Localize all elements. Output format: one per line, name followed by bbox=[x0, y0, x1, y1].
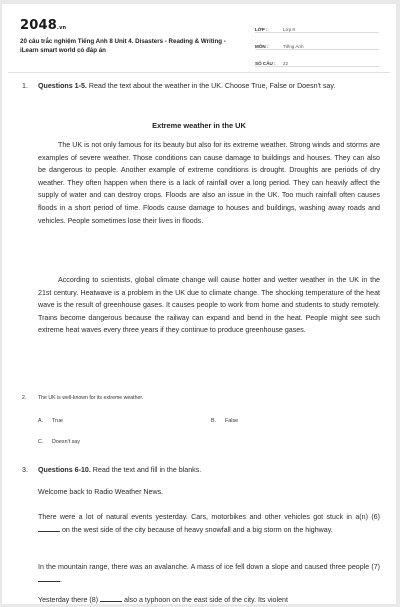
paragraph-text: Yesterday there (8) bbox=[38, 596, 99, 604]
meta-label-subject: MÔN : bbox=[255, 44, 269, 49]
blank-field-7[interactable] bbox=[38, 575, 60, 582]
question-instruction: Read the text and fill in the blanks. bbox=[90, 466, 202, 474]
question-number: 3. bbox=[22, 466, 28, 474]
question-instruction: Read the text about the weather in the UK. Choose True, False or Doesn't say. bbox=[86, 82, 336, 90]
question-text bbox=[38, 464, 382, 477]
paragraph-text: There were a lot of natural events yesterday. Cars, motorbikes and other vehicles got stuck in a(n) (6) bbox=[38, 513, 380, 521]
question-2-text: The UK is well-known for its extreme weather. bbox=[38, 395, 144, 401]
answer-option-b[interactable] bbox=[211, 418, 238, 424]
option-text: True bbox=[52, 418, 63, 424]
site-logo[interactable] bbox=[20, 18, 66, 33]
paragraph-text: also a typhoon on the east side of the city. Its violent bbox=[122, 596, 288, 604]
passage-title: Extreme weather in the UK bbox=[152, 121, 246, 130]
option-text: False bbox=[225, 418, 239, 424]
option-letter: C. bbox=[38, 439, 44, 445]
logo-suffix: .vn bbox=[56, 25, 67, 31]
logo-text: 2048 bbox=[20, 18, 57, 33]
meta-label-class: LỚP : bbox=[255, 27, 268, 32]
question-3 bbox=[22, 464, 382, 477]
option-letter: B. bbox=[211, 418, 217, 424]
passage-paragraph-2: According to scientists, global climate change will cause hotter and wetter weather in the UK in the 21st century. Heatwave is a problem in the UK due to climate change. The shocking temperature of the heat wave is the result of greenhouse gases. It causes people to work from home and students to study remotely. Trains become dangerous because the railway can expand and bend in the heat. People might see such extreme heat waves every three years if they continue to produce greenhouse gases. bbox=[38, 276, 380, 335]
question-1 bbox=[22, 80, 382, 93]
question-number: 1. bbox=[22, 82, 28, 90]
question-text bbox=[38, 80, 382, 93]
paragraph-text: on the west side of the city because of heavy snowfall and a big storm on the highway. bbox=[60, 525, 333, 534]
meta-value-subject: Tiếng Anh bbox=[283, 44, 304, 49]
document-title: 20 câu trắc nghiệm Tiếng Anh 8 Unit 4. Disasters - Reading & Writing - iLearn smart world có đáp án bbox=[20, 38, 226, 54]
radio-intro-line: Welcome back to Radio Weather News. bbox=[38, 488, 164, 496]
document-page bbox=[2, 4, 396, 604]
option-letter: A. bbox=[38, 418, 44, 424]
blank-field-8[interactable] bbox=[100, 595, 122, 602]
meta-row-subject bbox=[255, 35, 379, 50]
question-bold-label: Questions 6-10. bbox=[38, 466, 91, 474]
question-number: 2. bbox=[22, 395, 27, 401]
answer-option-a[interactable] bbox=[38, 418, 63, 424]
meta-label-count: SỐ CÂU : bbox=[255, 61, 276, 66]
fill-blank-paragraph-2 bbox=[38, 561, 380, 586]
meta-value-class: Lớp 8 bbox=[283, 27, 295, 32]
option-text: Doesn't say bbox=[52, 439, 80, 445]
question-bold-label: Questions 1-5. bbox=[38, 82, 87, 90]
blank-field-6[interactable] bbox=[38, 525, 60, 532]
answer-option-c[interactable] bbox=[38, 439, 80, 445]
fill-blank-paragraph-1 bbox=[38, 511, 380, 536]
fill-blank-paragraph-3 bbox=[38, 594, 380, 607]
passage-paragraph-1: The UK is not only famous for its beauty but also for its extreme weather. Strong winds and storms are examples of severe weather. Those conditions can cause damage to buildings and houses. They can also be dangerous to people. Another example of extreme conditions is drought. Droughts are periods of dry weather. They often happen when there is a lack of rainfall over a long period. They can heavily affect the supply of water and can destroy crops. Floods are also an issue in the UK. Too much rainfall often causes floods in a short period of time. Floods cause damage to houses and buildings, washing away roads and vehicles. People sometimes lose their lives in floods. bbox=[38, 141, 380, 225]
paragraph-text: . bbox=[60, 575, 62, 584]
meta-row-count bbox=[255, 52, 379, 67]
header-divider bbox=[8, 72, 390, 73]
meta-value-count: 22 bbox=[283, 61, 289, 66]
meta-row-class bbox=[255, 18, 379, 33]
document-meta bbox=[255, 18, 379, 69]
paragraph-text: In the mountain range, there was an avalanche. A mass of ice fell down a slope and caused three people (7) bbox=[38, 563, 380, 571]
